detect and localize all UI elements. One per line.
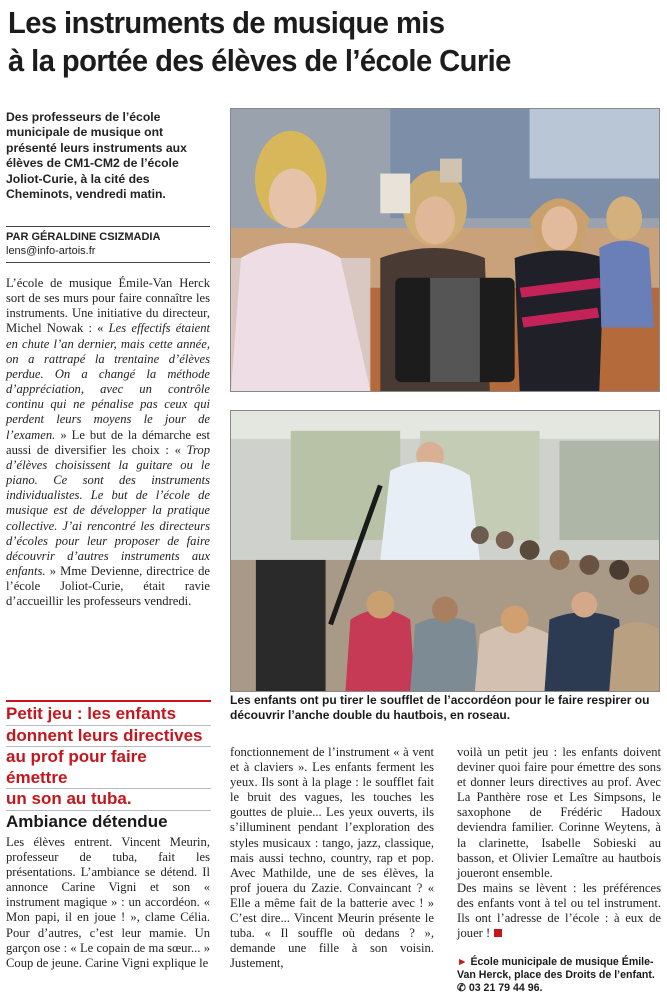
column-text: voilà un petit jeu : les enfants doivent deviner quoi faire pour émettre des sons et donner leurs directives au prof. Avec La Panthère rose et Les Simpsons, le saxophone de Frédéric Hadoux deviendra familier. Corinne Weytens, à la clarinette, Isabelle Sobieski au basson, et Olivier Lemaître au hautbois joueront ensemble. xyxy=(457,745,661,880)
column-text: fonctionnement de l’instrument « à vent et à claviers ». Les enfants ferment les yeux. Ils sont à la plage : le soufflet fait le bruit des vagues, les touches les gouttes de pluie... Les yeux ouverts, ils s’illuminent pendant l’exploration des styles musicaux : tango, jazz, classique, mais aussi techno, country, rap et pop. Avec Mathilde, une de ses élèves, la prof jouera du Zazie. Convaincant ? « Elle a même fait de la batterie avec ! » C’est dire... Vincent Meurin présente le tuba. « Il souffle où dedans ? », demande une fille à son voisin. Justement, xyxy=(230,745,434,971)
accordion-photo xyxy=(230,108,660,392)
divider xyxy=(6,262,210,263)
divider xyxy=(6,226,210,227)
column-text-end xyxy=(457,881,661,941)
contact-info xyxy=(457,956,662,995)
byline-email: lens@info-artois.fr xyxy=(6,245,96,257)
article-body xyxy=(6,276,210,609)
body-text: L’école de musique Émile-Van Herck sort de ses murs pour faire connaître les instruments. Une initiative du directeur, Michel Nowak : « xyxy=(6,276,210,336)
end-mark-icon xyxy=(494,929,502,937)
oboe-photo-image xyxy=(231,411,659,691)
article-column-3 xyxy=(457,745,661,941)
body-quote: Trop d’élèves choisissent la guitare ou le piano. Ce sont des instruments individualistes. Le but de l’école de musique est de développer la pratique collective. J’ai rencontré les directeurs d’écoles pour leur proposer de faire découvrir d’autres instruments aux enfants. xyxy=(6,442,211,578)
photo-caption: Les enfants ont pu tirer le soufflet de l’accordéon pour le faire respirer ou découvrir l’anche double du hautbois, en roseau. xyxy=(230,693,650,722)
headline xyxy=(8,4,621,80)
contact-text: École municipale de musique Émile-Van Herck, place des Droits de l’enfant. ✆ 03 21 79 44 96. xyxy=(457,956,655,994)
byline-author: PAR GÉRALDINE CSIZMADIA xyxy=(6,231,161,243)
body-text: » Le but de la démarche est aussi de diversifier les choix : « xyxy=(6,427,210,457)
body-quote: Les effectifs étaient en chute l’an dernier, mais cette année, on a rattrapé la trentaine d’élèves perdue. On a changé la méthode d’appréciation, avec un contrôle continu qui ne pénalise pas ceux qui perdent leurs moyens le jour de l’examen. xyxy=(6,321,210,442)
body-text: » Mme Devienne, directrice de l’école Joliot-Curie, était ravie d’accueillir les professeurs vendredi. xyxy=(6,563,210,609)
sidebar-title-line: donnent leurs directives xyxy=(6,726,211,748)
column-text: Des mains se lèvent : les préférences des enfants vont à tel ou tel instrument. Ils ont l’adresse de l’école : à eux de jouer ! xyxy=(457,880,661,941)
headline-line-2: à la portée des élèves de l’école Curie xyxy=(8,43,511,78)
article-column-1 xyxy=(6,835,210,971)
byline xyxy=(6,230,210,258)
sidebar-title-line: au prof pour faire émettre xyxy=(6,747,211,789)
headline-line-1: Les instruments de musique mis xyxy=(8,5,445,40)
article-column-2 xyxy=(230,745,434,971)
lead-paragraph: Des professeurs de l’école municipale de musique ont présenté leurs instruments aux élèves de CM1-CM2 de l’école Joliot-Curie, à la cité des Cheminots, vendredi matin. xyxy=(6,110,187,202)
sidebar-title-line: Petit jeu : les enfants xyxy=(6,704,211,726)
accordion-photo-image xyxy=(231,109,659,391)
arrow-icon: ► xyxy=(457,956,468,968)
sidebar-title xyxy=(6,700,211,811)
section-heading: Ambiance détendue xyxy=(6,812,168,831)
sidebar-title-line: un son au tuba. xyxy=(6,789,211,811)
oboe-photo xyxy=(230,410,660,692)
column-text: Les élèves entrent. Vincent Meurin, professeur de tuba, fait les présentations. L’ambiance se détend. Il annonce Carine Vigni et son « instrument magique » : un accordéon. « Mon papi, il en joue ! », clame Célia. Pour d’autres, c’est leur mamie. Un garçon ose : « Le copain de ma sœur... » Coup de jeune. Carine Vigni explique le xyxy=(6,835,210,970)
